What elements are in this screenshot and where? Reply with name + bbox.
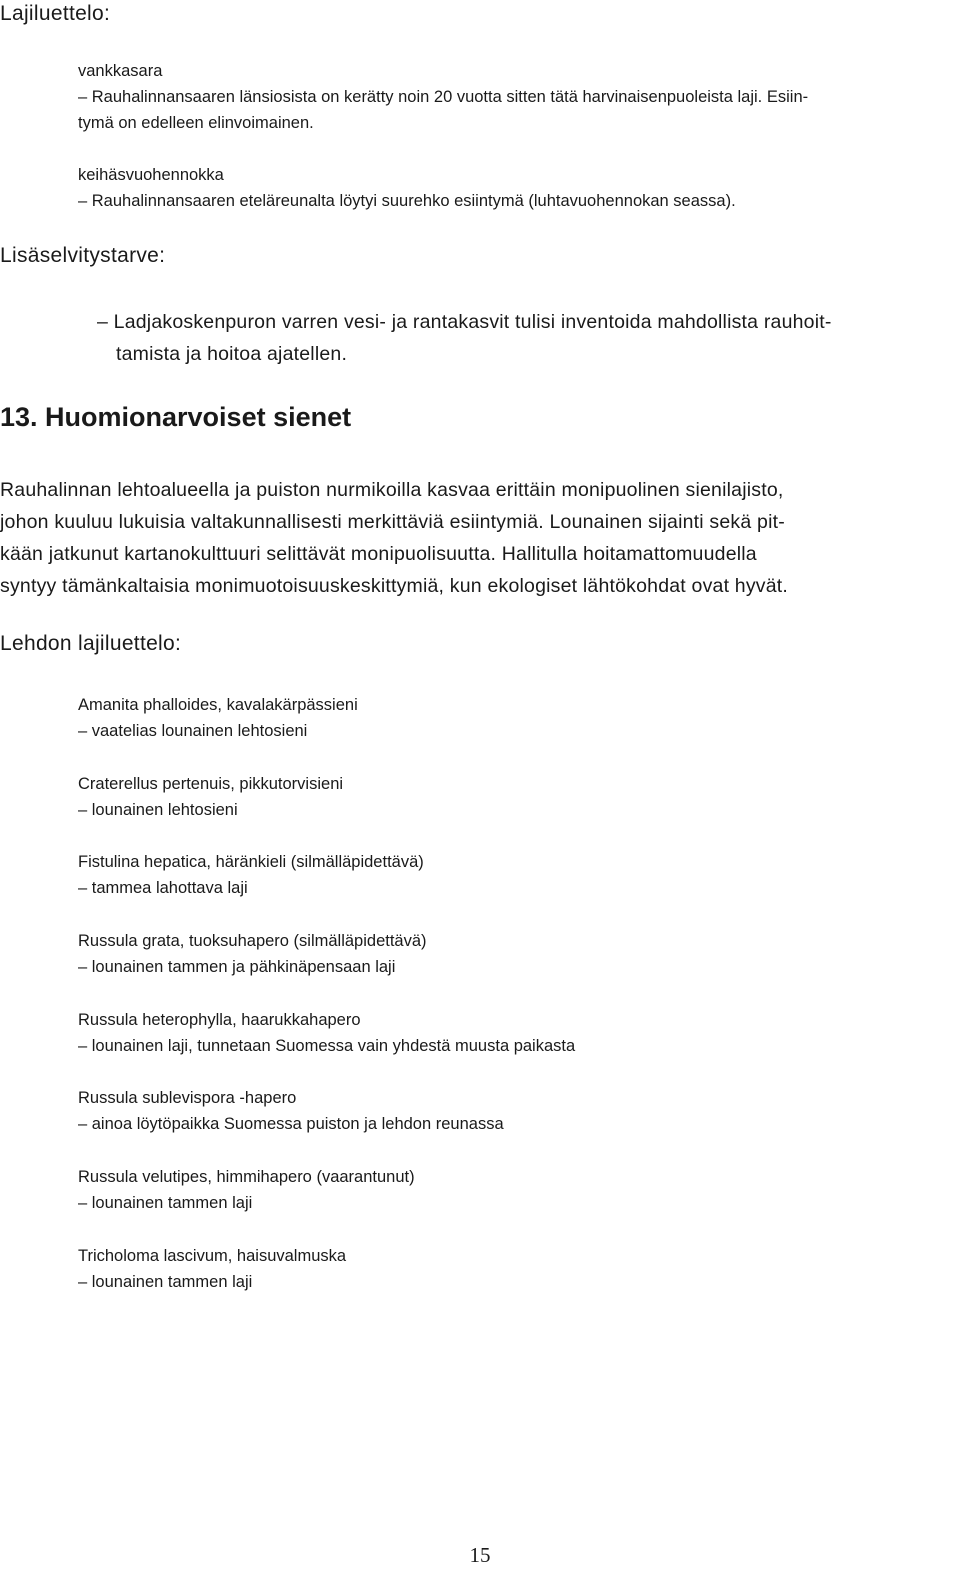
- paragraph-line: syntyy tämänkaltaisia monimuotoisuuskeskittymiä, kun ekologiset lähtökohdat ovat hyvät.: [0, 575, 789, 597]
- grove-species-note: – tammea lahottava laji: [78, 879, 248, 897]
- further-study-heading: Lisäselvitystarve:: [0, 244, 166, 267]
- grove-species-entry: [78, 771, 343, 823]
- grove-species-note: – ainoa löytöpaikka Suomessa puiston ja lehdon reunassa: [78, 1115, 504, 1133]
- grove-species-name: Russula sublevispora -hapero: [78, 1089, 297, 1107]
- grove-species-note: – lounainen lehtosieni: [78, 801, 238, 819]
- page-number: 15: [469, 1543, 491, 1567]
- grove-species-name: Russula grata, tuoksuhapero (silmälläpidettävä): [78, 932, 427, 950]
- further-study-line: – Ladjakoskenpuron varren vesi- ja rantakasvit tulisi inventoida mahdollista rauhoit-: [97, 311, 832, 333]
- section-title: 13. Huomionarvoiset sienet: [0, 402, 352, 432]
- grove-species-note: – lounainen tammen laji: [78, 1194, 253, 1212]
- grove-species-entry: [78, 849, 424, 901]
- grove-species-note: – lounainen laji, tunnetaan Suomessa vain yhdestä muusta paikasta: [78, 1037, 576, 1055]
- grove-species-name: Fistulina hepatica, häränkieli (silmälläpidettävä): [78, 853, 424, 871]
- grove-species-note: – vaatelias lounainen lehtosieni: [78, 722, 308, 740]
- species-entry: [78, 162, 948, 214]
- species-note: – Rauhalinnansaaren länsiosista on kerätty noin 20 vuotta sitten tätä harvinaisenpuoleista laji. Esiin-: [78, 88, 809, 106]
- paragraph-line: Rauhalinnan lehtoalueella ja puiston nurmikoilla kasvaa erittäin monipuolinen sienilajisto,: [0, 479, 784, 501]
- paragraph-line: kään jatkunut kartanokulttuuri selittävät monipuolisuutta. Hallitulla hoitamattomuudella: [0, 543, 757, 565]
- grove-species-entry: [78, 1007, 575, 1059]
- grove-species-entry: [78, 928, 427, 980]
- grove-list-heading: Lehdon lajiluettelo:: [0, 632, 182, 655]
- grove-species-name: Amanita phalloides, kavalakärpässieni: [78, 696, 358, 714]
- grove-species-entry: [78, 1085, 504, 1137]
- grove-species-entry: [78, 1164, 415, 1216]
- grove-species-name: Tricholoma lascivum, haisuvalmuska: [78, 1247, 347, 1265]
- species-note-cont: tymä on edelleen elinvoimainen.: [78, 114, 314, 132]
- section-paragraph: [0, 474, 952, 602]
- grove-species-entry: [78, 1243, 346, 1295]
- species-list-heading: Lajiluettelo:: [0, 2, 111, 25]
- grove-species-note: – lounainen tammen laji: [78, 1273, 253, 1291]
- species-name: keihäsvuohennokka: [78, 166, 224, 184]
- grove-species-entry: [78, 692, 358, 744]
- further-study-line-cont: tamista ja hoitoa ajatellen.: [116, 343, 348, 365]
- grove-species-name: Russula heterophylla, haarukkahapero: [78, 1011, 361, 1029]
- paragraph-line: johon kuuluu lukuisia valtakunnallisesti merkittäviä esiintymiä. Lounainen sijainti sekä pit-: [0, 511, 785, 533]
- species-entry: [78, 58, 948, 136]
- grove-species-name: Craterellus pertenuis, pikkutorvisieni: [78, 775, 344, 793]
- grove-species-note: – lounainen tammen ja pähkinäpensaan laji: [78, 958, 396, 976]
- species-name: vankkasara: [78, 62, 163, 80]
- species-note: – Rauhalinnansaaren eteläreunalta löytyi suurehko esiintymä (luhtavuohennokan seassa).: [78, 192, 736, 210]
- further-study-item: [97, 306, 957, 370]
- grove-species-name: Russula velutipes, himmihapero (vaarantunut): [78, 1168, 415, 1186]
